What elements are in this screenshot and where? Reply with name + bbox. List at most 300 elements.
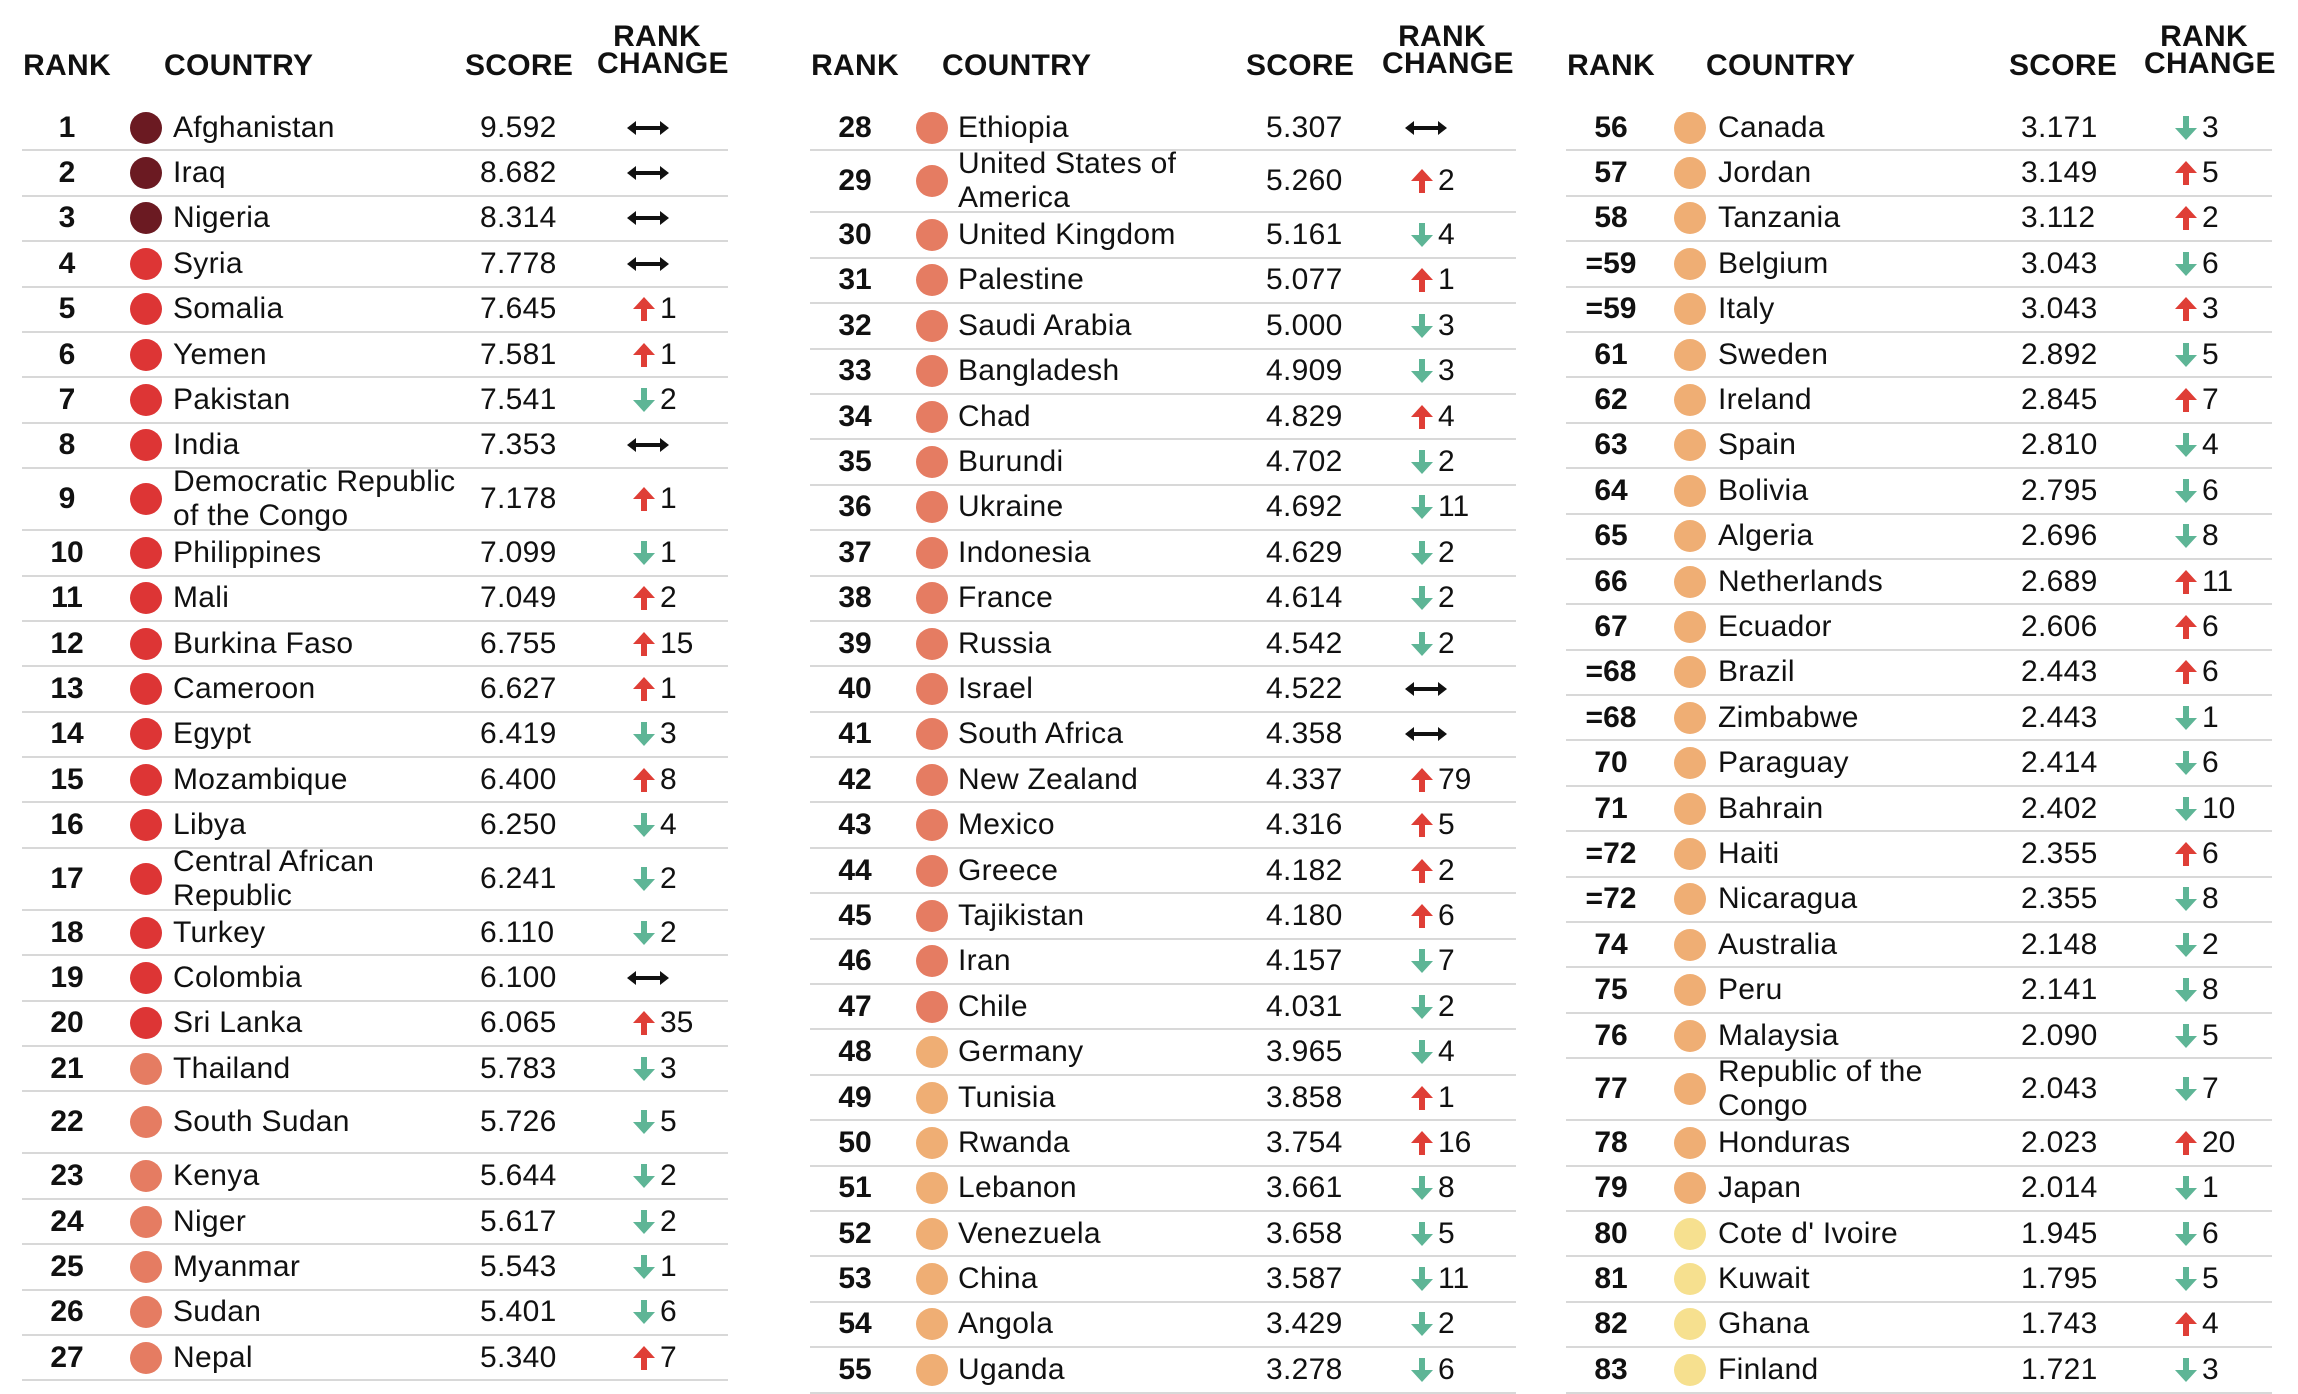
country-cell: Burundi [958,445,1064,479]
table-header [810,0,1516,100]
table-row [22,803,728,848]
rank-change-value: 7 [2202,383,2219,417]
score-color-dot [916,1082,948,1114]
score-cell: 4.614 [1266,581,1343,615]
rank-cell: =72 [1585,836,1637,870]
table-row [810,304,1516,349]
table-row [810,1212,1516,1257]
arrow-up-icon [2174,1311,2198,1337]
table-row [1566,560,2272,605]
rank-change-cell [632,1002,693,1045]
score-cell: 2.689 [2021,564,2098,598]
country-cell: Somalia [173,292,284,326]
score-color-dot [1674,1020,1706,1052]
score-cell: 3.661 [1266,1171,1343,1205]
rank-change-cell [2174,424,2219,467]
score-color-dot [1674,339,1706,371]
country-cell: Sudan [173,1295,262,1329]
rank-change-cell [2174,1257,2219,1300]
rank-cell: 82 [1594,1307,1628,1341]
table-row [1566,151,2272,196]
rank-change-cell [632,667,677,710]
country-cell: Japan [1718,1171,1802,1205]
score-cell: 5.077 [1266,263,1343,297]
table-row [810,1121,1516,1166]
header-rank-change-line2: CHANGE [1382,47,1514,80]
country-cell: Yemen [173,337,267,371]
rank-cell: 43 [838,808,872,842]
table-body [1566,106,2272,1394]
arrow-down-icon [2174,115,2198,141]
score-cell: 6.400 [480,762,557,796]
country-cell: Philippines [173,535,322,569]
arrow-down-icon [1410,631,1434,657]
rank-cell: 17 [50,861,84,895]
rank-cell: 24 [50,1204,84,1238]
country-cell: Pakistan [173,383,291,417]
score-color-dot [130,202,162,234]
score-cell: 5.307 [1266,110,1343,144]
rank-cell: 36 [838,490,872,524]
table-row [1566,1014,2272,1059]
arrow-down-icon [1410,1311,1434,1337]
score-cell: 2.810 [2021,428,2098,462]
score-cell: 5.260 [1266,164,1343,198]
score-cell: 5.726 [480,1105,557,1139]
rank-change-value: 5 [2202,156,2219,190]
score-cell: 2.696 [2021,519,2098,553]
table-row [22,577,728,622]
rank-cell: 42 [838,762,872,796]
table-row [810,940,1516,985]
score-cell: 5.401 [480,1295,557,1329]
table-row [810,106,1516,151]
arrow-down-icon [2174,1023,2198,1049]
arrow-down-icon [1410,494,1434,520]
score-color-dot [1674,157,1706,189]
arrow-up-icon [2174,1130,2198,1156]
country-cell: Israel [958,671,1034,705]
rank-change-cell [1410,1303,1455,1346]
country-cell: Bahrain [1718,791,1824,825]
double-arrow-icon [626,256,670,272]
score-cell: 3.587 [1266,1262,1343,1296]
score-color-dot [916,446,948,478]
score-color-dot [130,384,162,416]
rank-cell: 26 [50,1295,84,1329]
table-row [810,440,1516,485]
score-color-dot [916,718,948,750]
table-row [22,288,728,333]
arrow-down-icon [1410,1221,1434,1247]
arrow-down-icon [632,1109,656,1135]
rank-cell: 5 [58,292,76,326]
country-cell: Canada [1718,110,1825,144]
table-row [810,667,1516,712]
rank-change-value: 2 [1438,853,1455,887]
rank-cell: 80 [1594,1216,1628,1250]
rank-change-cell [1410,894,1455,937]
table-row [810,577,1516,622]
country-cell: Germany [958,1035,1084,1069]
table-row [1566,1121,2272,1166]
score-color-dot [130,582,162,614]
rank-change-value: 3 [660,1051,677,1085]
rank-change-cell [2174,106,2219,149]
score-cell: 7.099 [480,535,557,569]
country-cell: Venezuela [958,1216,1101,1250]
rank-cell: 10 [50,535,84,569]
rank-cell: 48 [838,1035,872,1069]
rank-cell: 79 [1594,1171,1628,1205]
rank-cell: 8 [58,428,76,462]
rank-change-value: 11 [1438,1262,1470,1296]
score-cell: 5.161 [1266,218,1343,252]
table-row [810,622,1516,667]
rank-change-value: 1 [660,337,677,371]
rank-cell: 63 [1594,428,1628,462]
header-rank-change-line2: CHANGE [597,47,729,80]
table-row [22,424,728,469]
country-cell: Mozambique [173,762,348,796]
country-cell: Palestine [958,263,1085,297]
score-cell: 4.629 [1266,535,1343,569]
country-cell: Mali [173,581,230,615]
arrow-down-icon [632,1056,656,1082]
rank-change-value: 1 [660,671,677,705]
score-color-dot [1674,1218,1706,1250]
rank-cell: 7 [58,383,76,417]
rank-change-cell [2174,1212,2219,1255]
table-row [810,803,1516,848]
table-row [22,1092,728,1154]
arrow-down-icon [1410,358,1434,384]
score-cell: 6.419 [480,717,557,751]
score-color-dot [916,945,948,977]
rank-change-cell [2174,968,2219,1011]
score-color-dot [1674,429,1706,461]
table-row [810,1076,1516,1121]
score-cell: 4.522 [1266,671,1343,705]
arrow-down-icon [2174,478,2198,504]
rank-cell: 53 [838,1262,872,1296]
score-color-dot [1674,1172,1706,1204]
rank-cell: 13 [50,671,84,705]
score-color-dot [130,1251,162,1283]
score-cell: 5.617 [480,1204,557,1238]
table-row [1566,1348,2272,1393]
score-cell: 9.592 [480,110,557,144]
rank-cell: 29 [838,164,872,198]
rank-cell: 45 [838,898,872,932]
rank-change-cell [1410,151,1455,211]
rank-change-cell [2174,151,2219,194]
score-cell: 3.043 [2021,246,2098,280]
score-cell: 4.542 [1266,626,1343,660]
score-cell: 7.049 [480,581,557,615]
score-cell: 7.353 [480,428,557,462]
header-rank: RANK [1567,49,1655,82]
rank-cell: 40 [838,671,872,705]
arrow-up-icon [2174,659,2198,685]
rank-cell: 81 [1594,1262,1628,1296]
country-cell: Finland [1718,1352,1819,1386]
score-cell: 8.682 [480,156,557,190]
score-cell: 6.627 [480,671,557,705]
rank-cell: 39 [838,626,872,660]
rank-change-value: 6 [2202,1216,2219,1250]
rank-cell: 61 [1594,337,1628,371]
rank-change-cell [632,531,677,574]
rank-change-cell [2174,1059,2219,1119]
score-cell: 6.100 [480,960,557,994]
table-row [810,1257,1516,1302]
rank-change-value: 2 [1438,989,1455,1023]
rank-cell: 58 [1594,201,1628,235]
rank-change-cell [632,1291,677,1334]
table-row [22,1002,728,1047]
score-color-dot [1674,202,1706,234]
table-row [810,713,1516,758]
rank-change-value: 5 [1438,1216,1455,1250]
table-row [1566,923,2272,968]
country-cell: Chile [958,989,1028,1023]
arrow-down-icon [2174,886,2198,912]
score-cell: 2.043 [2021,1072,2098,1106]
country-cell: Indonesia [958,535,1091,569]
header-rank-change [1382,20,1514,80]
country-cell: Paraguay [1718,746,1849,780]
table-row [1566,469,2272,514]
country-cell: Libya [173,808,247,842]
table-row [810,213,1516,258]
table-row [1566,1167,2272,1212]
table-row [1566,651,2272,696]
score-color-dot [916,355,948,387]
score-cell: 6.250 [480,808,557,842]
country-cell: Cameroon [173,671,316,705]
table-header [22,0,728,100]
rank-change-cell [1410,1348,1455,1391]
arrow-down-icon [2174,1357,2198,1383]
country-cell: Australia [1718,927,1838,961]
rank-change-cell [2174,651,2219,694]
country-cell: Greece [958,853,1059,887]
rank-cell: 30 [838,218,872,252]
table-row [22,1245,728,1290]
country-cell: Honduras [1718,1125,1851,1159]
rank-change-value: 6 [2202,746,2219,780]
score-color-dot [916,112,948,144]
country-cell: Bangladesh [958,354,1120,388]
rank-change-cell [632,1092,677,1152]
double-arrow-icon [626,120,670,136]
table-row [22,378,728,423]
rank-cell: 35 [838,445,872,479]
rank-change-cell [632,758,677,801]
rank-change-cell [2174,696,2219,739]
score-color-dot [1674,1308,1706,1340]
arrow-up-icon [1410,1085,1434,1111]
rank-cell: 18 [50,915,84,949]
country-cell: Nepal [173,1340,253,1374]
table-row [810,350,1516,395]
score-cell: 3.858 [1266,1080,1343,1114]
arrow-down-icon [632,1254,656,1280]
rank-cell: =59 [1585,246,1637,280]
arrow-down-icon [632,387,656,413]
arrow-up-icon [1410,858,1434,884]
country-cell: Ukraine [958,490,1064,524]
score-color-dot [1674,520,1706,552]
table-row [810,1167,1516,1212]
score-color-dot [1674,475,1706,507]
rank-cell: =68 [1585,655,1637,689]
rank-change-value: 3 [1438,354,1455,388]
score-color-dot [130,248,162,280]
table-row [22,531,728,576]
rank-cell: 44 [838,853,872,887]
rank-change-cell [626,424,670,467]
ranking-table-2 [810,0,1516,1386]
rank-change-cell [1410,577,1455,620]
country-cell: Bolivia [1718,473,1809,507]
score-color-dot [1674,974,1706,1006]
rank-cell: 11 [51,581,83,615]
country-cell: South Sudan [173,1105,350,1139]
score-color-dot [916,401,948,433]
rank-change-cell [2174,288,2219,331]
rank-cell: =59 [1585,292,1637,326]
rank-change-cell [626,956,670,999]
table-row [1566,242,2272,287]
rank-cell: 12 [50,626,84,660]
rank-cell: 52 [838,1216,872,1250]
score-color-dot [1674,747,1706,779]
rank-change-value: 2 [1438,445,1455,479]
table-row [22,713,728,758]
rank-cell: 19 [50,960,84,994]
country-cell: Brazil [1718,655,1795,689]
score-cell: 7.541 [480,383,557,417]
country-cell: Kuwait [1718,1262,1810,1296]
table-row [22,106,728,151]
arrow-down-icon [1410,1266,1434,1292]
arrow-up-icon [1410,903,1434,929]
rank-change-value: 4 [1438,1035,1455,1069]
rank-change-cell [632,713,677,756]
score-color-dot [1674,838,1706,870]
rank-cell: 2 [58,156,76,190]
score-color-dot [1674,1354,1706,1386]
score-color-dot [1674,384,1706,416]
rank-cell: 57 [1594,156,1628,190]
table-row [1566,696,2272,741]
arrow-down-icon [1410,222,1434,248]
rank-cell: 62 [1594,383,1628,417]
rank-cell: 27 [50,1340,84,1374]
arrow-down-icon [632,812,656,838]
rank-change-value: 6 [2202,655,2219,689]
arrow-down-icon [632,1209,656,1235]
table-row [1566,1212,2272,1257]
score-color-dot [130,1053,162,1085]
country-cell: Turkey [173,915,266,949]
header-score: SCORE [2009,49,2118,82]
table-row [22,1047,728,1092]
arrow-down-icon [632,540,656,566]
country-cell: Egypt [173,717,252,751]
arrow-down-icon [1410,1357,1434,1383]
score-color-dot [1674,656,1706,688]
arrow-up-icon [1410,812,1434,838]
country-cell: Lebanon [958,1171,1077,1205]
header-rank: RANK [23,49,111,82]
score-cell: 1.795 [2021,1262,2098,1296]
country-cell: Rwanda [958,1125,1070,1159]
double-arrow-icon [1404,726,1448,742]
score-color-dot [916,165,948,197]
rank-change-cell [626,151,670,194]
score-cell: 8.314 [480,201,557,235]
table-row [1566,424,2272,469]
score-cell: 4.031 [1266,989,1343,1023]
score-cell: 4.180 [1266,898,1343,932]
country-cell: Russia [958,626,1052,660]
score-color-dot [130,157,162,189]
rank-cell: 37 [838,535,872,569]
table-body [22,106,728,1381]
rank-change-cell [626,242,670,285]
score-color-dot [130,962,162,994]
country-cell: Burkina Faso [173,626,354,660]
score-cell: 3.429 [1266,1307,1343,1341]
country-cell: Cote d' Ivoire [1718,1216,1899,1250]
rank-change-value: 3 [2202,292,2219,326]
rank-cell: 64 [1594,473,1628,507]
arrow-down-icon [2174,796,2198,822]
score-color-dot [916,219,948,251]
rank-change-value: 35 [660,1006,694,1040]
arrow-up-icon [2174,569,2198,595]
country-cell: Niger [173,1204,247,1238]
rank-cell: 34 [838,399,872,433]
arrow-down-icon [2174,705,2198,731]
rank-change-value: 3 [1438,308,1455,342]
rank-change-value: 7 [1438,944,1455,978]
score-cell: 4.702 [1266,445,1343,479]
score-color-dot [916,900,948,932]
rank-change-value: 4 [2202,1307,2219,1341]
rank-change-value: 2 [1438,581,1455,615]
arrow-down-icon [1410,313,1434,339]
arrow-up-icon [2174,205,2198,231]
table-row [1566,1257,2272,1302]
rank-change-cell [632,622,693,665]
country-cell: New Zealand [958,762,1139,796]
score-color-dot [130,1106,162,1138]
table-row [1566,878,2272,923]
rank-change-cell [2174,333,2219,376]
score-color-dot [130,1160,162,1192]
country-cell: Kenya [173,1159,260,1193]
rank-change-cell [632,1200,677,1243]
country-cell: United Kingdom [958,218,1176,252]
country-cell: Tunisia [958,1080,1056,1114]
table-row [22,911,728,956]
score-cell: 2.606 [2021,609,2098,643]
header-rank-change-line2: CHANGE [2144,47,2276,80]
